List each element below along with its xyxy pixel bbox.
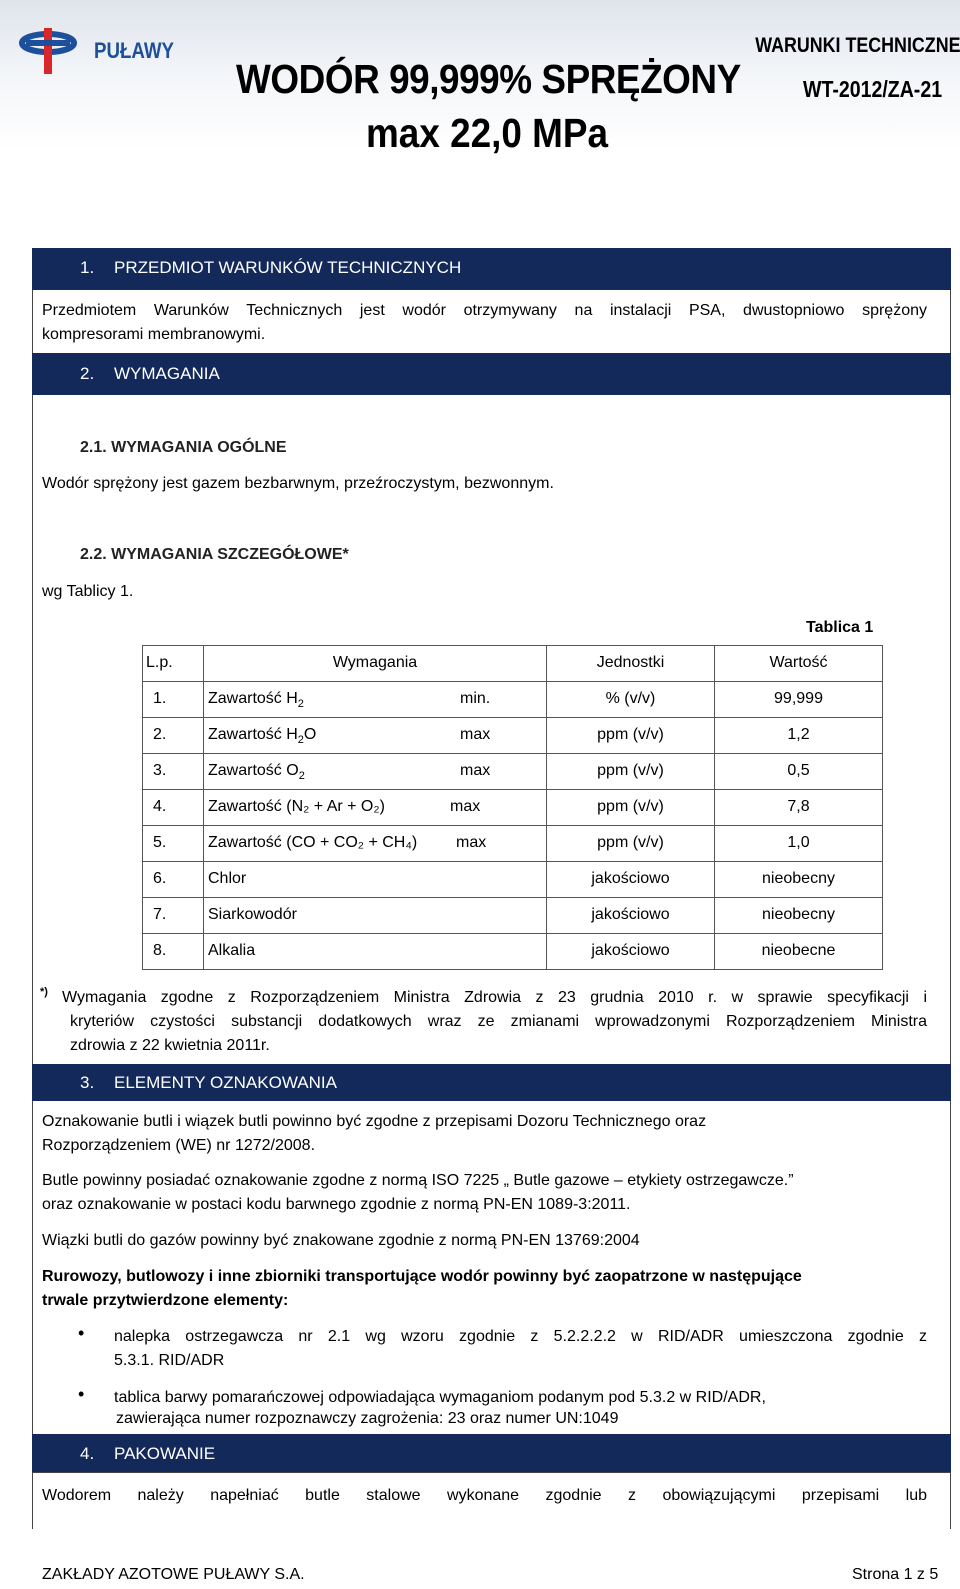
row-number: 1.	[153, 690, 167, 707]
section3-p2-line2: oraz oznakowanie w postaci kodu barwnego zgodnie z normą PN-EN 1089-3:2011.	[42, 1196, 631, 1213]
subsection-2-1-title: 2.1. WYMAGANIA OGÓLNE	[80, 439, 287, 456]
company-logo	[18, 26, 178, 76]
requirement-name: Zawartość $H_2O$	[208, 726, 317, 747]
requirement-name: Zawartość (N₂ + Ar + O₂)	[208, 798, 385, 815]
document-number: WT-2012/ZA-21	[803, 76, 943, 102]
row-number: 8.	[153, 942, 167, 959]
table-row	[143, 862, 883, 898]
limit-type: max	[460, 726, 491, 743]
table-row	[143, 718, 883, 754]
footer-page-number: Strona 1 z 5	[852, 1566, 939, 1583]
value: 0,5	[787, 762, 810, 779]
unit: ppm (v/v)	[597, 834, 664, 851]
unit: % (v/v)	[605, 690, 656, 707]
section-title: WYMAGANIA	[114, 364, 220, 383]
row-number: 7.	[153, 906, 167, 923]
table-header: Jednostki	[596, 654, 665, 671]
table-row	[143, 754, 883, 790]
row-number: 6.	[153, 870, 167, 887]
bullet1-line2: 5.3.1. RID/ADR	[114, 1352, 225, 1369]
section3-p3: Wiązki butli do gazów powinny być znakowane zgodnie z normą PN-EN 13769:2004	[42, 1232, 640, 1249]
section-title: ELEMENTY OZNAKOWANIA	[114, 1073, 337, 1092]
section-header-1	[32, 248, 951, 290]
row-number: 3.	[153, 762, 167, 779]
row-number: 4.	[153, 798, 167, 815]
table-header-row	[143, 646, 883, 682]
product-title-line1: WODÓR 99,999% SPRĘŻONY	[236, 56, 741, 102]
section1-text-line2: kompresorami membranowymi.	[42, 326, 266, 343]
bullet2-line1: tablica barwy pomarańczowej odpowiadająca wymaganiom podanym pod 5.3.2 w RID/ADR,	[114, 1389, 766, 1406]
logo-wordmark: PUŁAWY	[94, 38, 175, 63]
section3-p4-line1: Rurowozy, butlowozy i inne zbiorniki transportujące wodór powinny być zaopatrzone w następujące	[42, 1268, 802, 1285]
limit-type: max	[450, 798, 481, 815]
row-number: 2.	[153, 726, 167, 743]
footnote-line3: zdrowia z 22 kwietnia 2011r.	[70, 1037, 270, 1054]
subsection-2-2-text: wg Tablicy 1.	[42, 583, 134, 600]
table-header: L.p.	[146, 654, 173, 671]
subsection-2-1-text: Wodór sprężony jest gazem bezbarwnym, przeźroczystym, bezwonnym.	[42, 475, 554, 492]
value: 7,8	[787, 798, 810, 815]
section-title: PAKOWANIE	[114, 1444, 216, 1463]
limit-type: max	[460, 762, 491, 779]
table-caption: Tablica 1	[806, 619, 874, 636]
section3-p1-line1: Oznakowanie butli i wiązek butli powinno być zgodne z przepisami Dozoru Technicznego oraz	[42, 1113, 707, 1130]
bullet-icon: •	[78, 1384, 85, 1404]
section3-p2-line1: Butle powinny posiadać oznakowanie zgodne z normą ISO 7225 „ Butle gazowe – etykiety ostrzegawcze.”	[42, 1172, 794, 1189]
section-number: 2.	[80, 364, 95, 383]
table-row	[143, 790, 883, 826]
table-row	[143, 826, 883, 862]
footnote-line1: Wymagania zgodne z Rozporządzeniem Ministra Zdrowia z 23 grudnia 2010 r. w sprawie specyfikacji i	[62, 989, 927, 1006]
value: nieobecny	[762, 906, 835, 923]
section-number: 1.	[80, 258, 95, 277]
section-header-4	[32, 1434, 951, 1472]
row-number: 5.	[153, 834, 167, 851]
subsection-2-2-title: 2.2. WYMAGANIA SZCZEGÓŁOWE*	[80, 546, 349, 563]
unit: ppm (v/v)	[597, 798, 664, 815]
value: 1,0	[787, 834, 810, 851]
section-number: 4.	[80, 1444, 95, 1463]
section-number: 3.	[80, 1073, 95, 1092]
unit: jakościowo	[591, 870, 670, 887]
value: 1,2	[787, 726, 810, 743]
product-title-line2: max 22,0 MPa	[366, 110, 609, 156]
requirements-table	[142, 645, 883, 970]
requirement-name: Zawartość (CO + CO₂ + CH₄)	[208, 834, 418, 851]
section3-p4-line2: trwale przytwierdzone elementy:	[42, 1292, 289, 1309]
footnote-line2: kryteriów czystości substancji dodatkowych wraz ze zmianami wprowadzonymi Rozporządzeniem Ministra	[70, 1013, 927, 1030]
section1-text-line1: Przedmiotem Warunków Technicznych jest wodór otrzymywany na instalacji PSA, dwustopniowo sprężony	[42, 302, 927, 319]
footnote-mark: *)	[40, 986, 48, 998]
requirement-name: Siarkowodór	[208, 906, 297, 923]
value: nieobecne	[761, 942, 836, 959]
unit: jakościowo	[591, 906, 670, 923]
limit-type: max	[456, 834, 487, 851]
divider	[32, 1472, 951, 1473]
unit: jakościowo	[591, 942, 670, 959]
bullet2-line2: zawierająca numer rozpoznawczy zagrożenia: 23 oraz numer UN:1049	[116, 1410, 619, 1427]
table-row	[143, 682, 883, 718]
unit: ppm (v/v)	[597, 762, 664, 779]
footer-company: ZAKŁADY AZOTOWE PUŁAWY S.A.	[42, 1566, 305, 1583]
unit: ppm (v/v)	[597, 726, 664, 743]
requirement-name: Zawartość $H_2$	[208, 690, 304, 711]
table-row	[143, 898, 883, 934]
section-title: PRZEDMIOT WARUNKÓW TECHNICZNYCH	[114, 258, 462, 277]
value: nieobecny	[762, 870, 835, 887]
table-header: Wymagania	[332, 654, 418, 671]
bullet1-line1: nalepka ostrzegawcza nr 2.1 wg wzoru zgodnie z 5.2.2.2.2 w RID/ADR umieszczona zgodnie z	[114, 1328, 927, 1345]
section-header-2	[32, 353, 951, 395]
requirement-name: Zawartość $O_2$	[208, 762, 305, 783]
table-row	[143, 934, 883, 970]
section-header-3	[32, 1064, 951, 1101]
limit-type: min.	[460, 690, 491, 707]
section4-text-line1: Wodorem należy napełniać butle stalowe wykonane zgodnie z obowiązującymi przepisami lub	[42, 1487, 927, 1504]
table-header: Wartość	[769, 654, 828, 671]
requirement-name: Chlor	[208, 870, 247, 887]
value: 99,999	[774, 690, 823, 707]
requirement-name: Alkalia	[208, 942, 256, 959]
document-type: WARUNKI TECHNICZNE	[754, 34, 960, 57]
bullet-icon: •	[78, 1323, 85, 1343]
section3-p1-line2: Rozporządzeniem (WE) nr 1272/2008.	[42, 1137, 316, 1154]
